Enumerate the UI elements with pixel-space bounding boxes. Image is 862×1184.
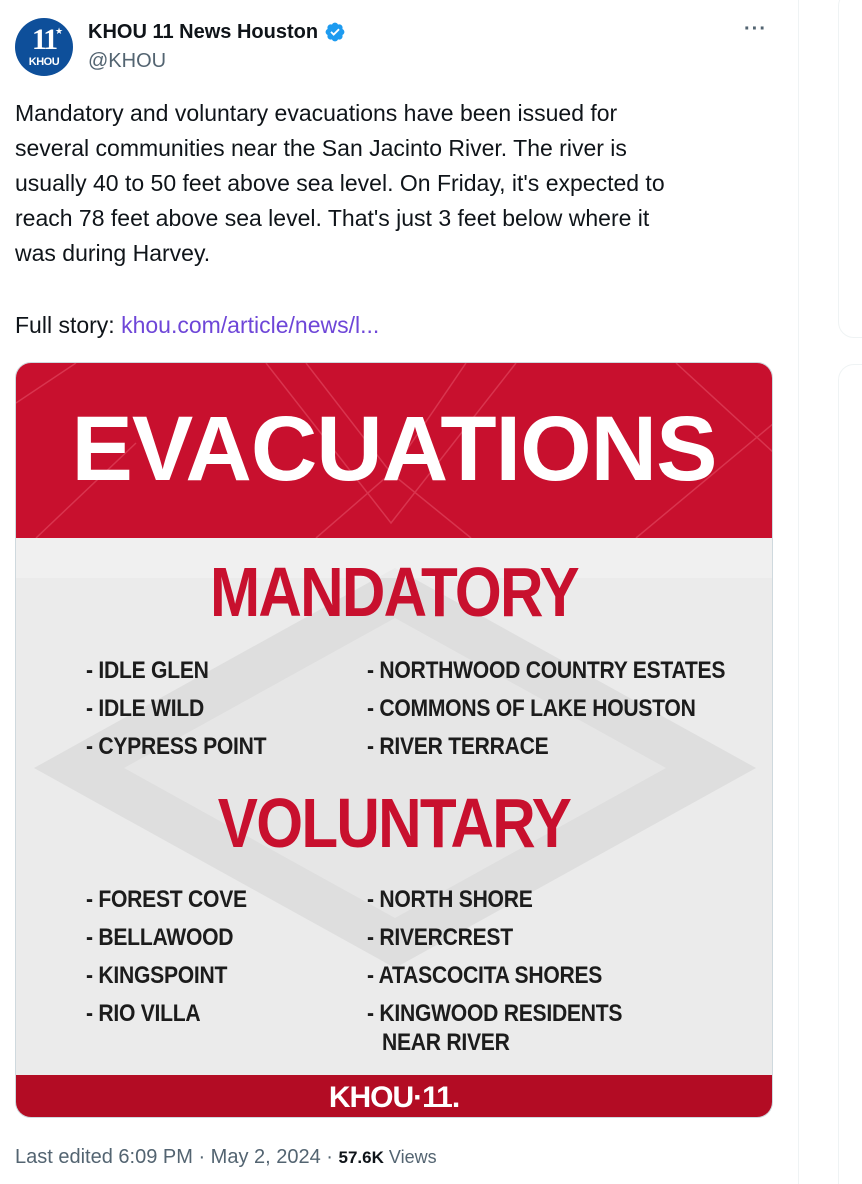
mandatory-item: - RIVER TERRACE: [367, 733, 549, 760]
author-display-name[interactable]: KHOU 11 News Houston: [88, 20, 319, 43]
mandatory-item: - COMMONS OF LAKE HOUSTON: [367, 695, 696, 722]
more-options-icon[interactable]: ···: [744, 18, 767, 40]
tweet-text: [15, 96, 775, 271]
evacuations-graphic[interactable]: [15, 362, 773, 1118]
tweet-text-line: Mandatory and voluntary evacuations have been issued for: [15, 100, 618, 126]
views-label: Views: [383, 1147, 437, 1167]
voluntary-item: - RIO VILLA: [86, 1000, 201, 1027]
full-story-link[interactable]: khou.com/article/news/l...: [121, 312, 380, 338]
avatar-number: 11: [31, 23, 57, 56]
full-story: [15, 308, 379, 343]
voluntary-item: - FOREST COVE: [86, 886, 247, 913]
tweet-text-line: was during Harvey.: [15, 240, 211, 266]
voluntary-item: - BELLAWOOD: [86, 924, 234, 951]
verified-badge-icon: [324, 21, 346, 43]
banner-title: EVACUATIONS: [71, 398, 717, 500]
tweet-meta: [15, 1146, 437, 1169]
graphic-footer: [16, 1075, 772, 1118]
voluntary-title: VOLUNTARY: [217, 784, 571, 862]
mandatory-item: - CYPRESS POINT: [86, 733, 267, 760]
voluntary-item: - NORTH SHORE: [367, 886, 533, 913]
mandatory-item: - IDLE GLEN: [86, 657, 209, 684]
author-name-row[interactable]: [88, 20, 346, 44]
sidebar-card: [838, 0, 862, 338]
mandatory-item: - NORTHWOOD COUNTRY ESTATES: [367, 657, 726, 684]
mandatory-title: MANDATORY: [209, 553, 578, 631]
avatar-wordmark: KHOU: [28, 56, 60, 68]
voluntary-item: - ATASCOCITA SHORES: [367, 962, 603, 989]
tweet-text-line: reach 78 feet above sea level. That's just 3 feet below where it: [15, 205, 650, 231]
voluntary-item: - KINGWOOD RESIDENTS: [367, 1000, 623, 1027]
tweet-text-line: usually 40 to 50 feet above sea level. On Friday, it's expected to: [15, 170, 665, 196]
graphic-banner: [16, 363, 772, 538]
avatar-star-icon: ★: [55, 26, 64, 36]
last-edited-timestamp[interactable]: Last edited 6:09 PM · May 2, 2024 ·: [15, 1146, 339, 1168]
voluntary-item: - KINGSPOINT: [86, 962, 228, 989]
khou-logo: KHOU·11.: [328, 1081, 460, 1114]
sidebar-card: [838, 364, 862, 1184]
avatar[interactable]: [15, 18, 73, 76]
voluntary-item: NEAR RIVER: [382, 1029, 510, 1056]
column-divider: [798, 0, 799, 1184]
tweet-text-line: several communities near the San Jacinto River. The river is: [15, 135, 627, 161]
views-count: 57.6K: [338, 1148, 384, 1167]
mandatory-item: - IDLE WILD: [86, 695, 204, 722]
full-story-label: Full story:: [15, 312, 115, 338]
author-handle[interactable]: @KHOU: [88, 50, 167, 72]
voluntary-item: - RIVERCREST: [367, 924, 513, 951]
